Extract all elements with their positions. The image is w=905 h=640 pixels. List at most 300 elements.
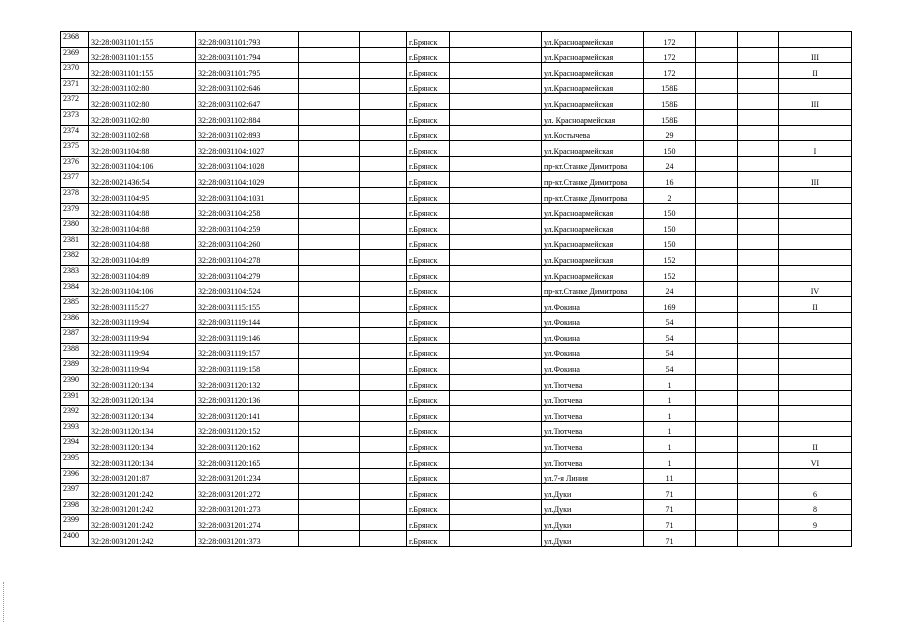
object-cadastral-number: 32:28:0031119:157: [196, 343, 299, 359]
city-cell: г.Брянск: [407, 219, 450, 235]
premises-number-cell: [779, 468, 852, 484]
object-cadastral-number: 32:28:0031101:794: [196, 47, 299, 63]
row-number: 2384: [61, 281, 89, 297]
empty-cell: [360, 297, 407, 313]
row-number: 2392: [61, 406, 89, 422]
empty-cell: [299, 63, 360, 79]
empty-cell: [738, 234, 779, 250]
house-number-cell: 54: [644, 312, 696, 328]
empty-cell: [360, 499, 407, 515]
empty-cell: [360, 141, 407, 157]
empty-cell: [738, 437, 779, 453]
empty-cell: [299, 359, 360, 375]
city-cell: г.Брянск: [407, 172, 450, 188]
empty-cell: [450, 265, 542, 281]
empty-cell: [450, 453, 542, 469]
empty-cell: [738, 219, 779, 235]
table-row: [61, 453, 852, 469]
house-number-cell: 172: [644, 63, 696, 79]
row-number: 2389: [61, 359, 89, 375]
empty-cell: [450, 187, 542, 203]
parcel-cadastral-number: 32:28:0031104:88: [89, 203, 196, 219]
house-number-cell: 16: [644, 172, 696, 188]
parcel-cadastral-number: 32:28:0031104:95: [89, 187, 196, 203]
empty-cell: [299, 328, 360, 344]
object-cadastral-number: 32:28:0031201:272: [196, 484, 299, 500]
object-cadastral-number: 32:28:0031120:132: [196, 375, 299, 391]
parcel-cadastral-number: 32:28:0031104:89: [89, 265, 196, 281]
premises-number-cell: [779, 328, 852, 344]
object-cadastral-number: 32:28:0031104:258: [196, 203, 299, 219]
empty-cell: [360, 32, 407, 48]
house-number-cell: 150: [644, 219, 696, 235]
parcel-cadastral-number: 32:28:0021436:54: [89, 172, 196, 188]
city-cell: г.Брянск: [407, 297, 450, 313]
empty-cell: [696, 312, 738, 328]
empty-cell: [696, 265, 738, 281]
premises-number-cell: II: [779, 63, 852, 79]
empty-cell: [696, 187, 738, 203]
row-number: 2376: [61, 156, 89, 172]
parcel-cadastral-number: 32:28:0031120:134: [89, 437, 196, 453]
empty-cell: [299, 437, 360, 453]
empty-cell: [450, 499, 542, 515]
object-cadastral-number: 32:28:0031104:259: [196, 219, 299, 235]
city-cell: г.Брянск: [407, 78, 450, 94]
street-cell: ул.Красноармейская: [542, 78, 644, 94]
empty-cell: [299, 47, 360, 63]
empty-cell: [450, 531, 542, 547]
city-cell: г.Брянск: [407, 94, 450, 110]
empty-cell: [696, 531, 738, 547]
parcel-cadastral-number: 32:28:0031120:134: [89, 375, 196, 391]
table-row: [61, 281, 852, 297]
street-cell: ул.Красноармейская: [542, 250, 644, 266]
street-cell: ул.Красноармейская: [542, 32, 644, 48]
row-number: 2368: [61, 32, 89, 48]
empty-cell: [450, 219, 542, 235]
empty-cell: [738, 328, 779, 344]
empty-cell: [696, 484, 738, 500]
empty-cell: [450, 47, 542, 63]
empty-cell: [450, 141, 542, 157]
object-cadastral-number: 32:28:0031201:274: [196, 515, 299, 531]
city-cell: г.Брянск: [407, 156, 450, 172]
empty-cell: [299, 94, 360, 110]
empty-cell: [360, 203, 407, 219]
empty-cell: [738, 406, 779, 422]
empty-cell: [360, 172, 407, 188]
empty-cell: [450, 328, 542, 344]
city-cell: г.Брянск: [407, 484, 450, 500]
city-cell: г.Брянск: [407, 187, 450, 203]
object-cadastral-number: 32:28:0031101:795: [196, 63, 299, 79]
house-number-cell: 1: [644, 421, 696, 437]
city-cell: г.Брянск: [407, 328, 450, 344]
empty-cell: [299, 203, 360, 219]
premises-number-cell: [779, 312, 852, 328]
object-cadastral-number: 32:28:0031201:373: [196, 531, 299, 547]
street-cell: пр-кт.Станке Димитрова: [542, 187, 644, 203]
row-number: 2375: [61, 141, 89, 157]
parcel-cadastral-number: 32:28:0031120:134: [89, 421, 196, 437]
empty-cell: [450, 156, 542, 172]
table-row: [61, 312, 852, 328]
empty-cell: [299, 141, 360, 157]
row-number: 2374: [61, 125, 89, 141]
house-number-cell: 152: [644, 250, 696, 266]
premises-number-cell: 9: [779, 515, 852, 531]
table-row: [61, 203, 852, 219]
empty-cell: [299, 390, 360, 406]
empty-cell: [360, 47, 407, 63]
row-number: 2398: [61, 499, 89, 515]
row-number: 2395: [61, 453, 89, 469]
empty-cell: [299, 234, 360, 250]
premises-number-cell: III: [779, 172, 852, 188]
parcel-cadastral-number: 32:28:0031104:88: [89, 219, 196, 235]
street-cell: ул.Фокина: [542, 328, 644, 344]
premises-number-cell: [779, 187, 852, 203]
empty-cell: [299, 78, 360, 94]
table-row: [61, 359, 852, 375]
street-cell: ул.Красноармейская: [542, 47, 644, 63]
empty-cell: [450, 515, 542, 531]
empty-cell: [299, 484, 360, 500]
city-cell: г.Брянск: [407, 281, 450, 297]
table-row: [61, 484, 852, 500]
street-cell: ул.Тютчева: [542, 406, 644, 422]
empty-cell: [360, 187, 407, 203]
object-cadastral-number: 32:28:0031119:146: [196, 328, 299, 344]
empty-cell: [450, 390, 542, 406]
empty-cell: [696, 406, 738, 422]
empty-cell: [450, 94, 542, 110]
row-number: 2386: [61, 312, 89, 328]
empty-cell: [696, 125, 738, 141]
parcel-cadastral-number: 32:28:0031201:242: [89, 499, 196, 515]
parcel-cadastral-number: 32:28:0031201:242: [89, 484, 196, 500]
row-number: 2377: [61, 172, 89, 188]
object-cadastral-number: 32:28:0031201:273: [196, 499, 299, 515]
empty-cell: [299, 453, 360, 469]
empty-cell: [738, 250, 779, 266]
object-cadastral-number: 32:28:0031101:793: [196, 32, 299, 48]
empty-cell: [299, 468, 360, 484]
street-cell: ул.Красноармейская: [542, 141, 644, 157]
row-number: 2390: [61, 375, 89, 391]
empty-cell: [696, 47, 738, 63]
house-number-cell: 71: [644, 531, 696, 547]
house-number-cell: 71: [644, 515, 696, 531]
parcel-cadastral-number: 32:28:0031101:155: [89, 47, 196, 63]
city-cell: г.Брянск: [407, 468, 450, 484]
empty-cell: [696, 156, 738, 172]
empty-cell: [738, 390, 779, 406]
city-cell: г.Брянск: [407, 125, 450, 141]
row-number: 2391: [61, 390, 89, 406]
empty-cell: [299, 297, 360, 313]
parcel-cadastral-number: 32:28:0031104:106: [89, 281, 196, 297]
house-number-cell: 158Б: [644, 94, 696, 110]
empty-cell: [738, 375, 779, 391]
premises-number-cell: [779, 156, 852, 172]
row-number: 2372: [61, 94, 89, 110]
empty-cell: [360, 531, 407, 547]
house-number-cell: 150: [644, 203, 696, 219]
empty-cell: [299, 187, 360, 203]
empty-cell: [696, 203, 738, 219]
registry-body: [61, 32, 852, 547]
empty-cell: [696, 109, 738, 125]
premises-number-cell: [779, 359, 852, 375]
object-cadastral-number: 32:28:0031102:884: [196, 109, 299, 125]
object-cadastral-number: 32:28:0031201:234: [196, 468, 299, 484]
table-row: [61, 109, 852, 125]
empty-cell: [450, 468, 542, 484]
street-cell: ул.Дуки: [542, 515, 644, 531]
empty-cell: [696, 94, 738, 110]
object-cadastral-number: 32:28:0031104:1029: [196, 172, 299, 188]
table-row: [61, 328, 852, 344]
street-cell: ул.Дуки: [542, 484, 644, 500]
row-number: 2370: [61, 63, 89, 79]
empty-cell: [299, 156, 360, 172]
empty-cell: [738, 94, 779, 110]
city-cell: г.Брянск: [407, 203, 450, 219]
city-cell: г.Брянск: [407, 47, 450, 63]
city-cell: г.Брянск: [407, 141, 450, 157]
empty-cell: [696, 359, 738, 375]
house-number-cell: 54: [644, 359, 696, 375]
parcel-cadastral-number: 32:28:0031104:106: [89, 156, 196, 172]
object-cadastral-number: 32:28:0031119:144: [196, 312, 299, 328]
empty-cell: [696, 219, 738, 235]
empty-cell: [450, 281, 542, 297]
empty-cell: [696, 281, 738, 297]
row-number: 2393: [61, 421, 89, 437]
empty-cell: [738, 32, 779, 48]
street-cell: ул.Тютчева: [542, 421, 644, 437]
premises-number-cell: I: [779, 141, 852, 157]
empty-cell: [738, 265, 779, 281]
empty-cell: [360, 406, 407, 422]
empty-cell: [360, 109, 407, 125]
house-number-cell: 1: [644, 453, 696, 469]
empty-cell: [450, 421, 542, 437]
parcel-cadastral-number: 32:28:0031102:80: [89, 109, 196, 125]
empty-cell: [696, 32, 738, 48]
premises-number-cell: [779, 250, 852, 266]
empty-cell: [738, 203, 779, 219]
empty-cell: [299, 265, 360, 281]
parcel-cadastral-number: 32:28:0031119:94: [89, 312, 196, 328]
empty-cell: [450, 484, 542, 500]
empty-cell: [360, 265, 407, 281]
empty-cell: [696, 234, 738, 250]
empty-cell: [696, 499, 738, 515]
empty-cell: [696, 63, 738, 79]
object-cadastral-number: 32:28:0031120:152: [196, 421, 299, 437]
street-cell: ул.Красноармейская: [542, 219, 644, 235]
street-cell: ул.Тютчева: [542, 453, 644, 469]
empty-cell: [738, 109, 779, 125]
parcel-cadastral-number: 32:28:0031201:242: [89, 515, 196, 531]
house-number-cell: 2: [644, 187, 696, 203]
empty-cell: [696, 297, 738, 313]
empty-cell: [360, 375, 407, 391]
empty-cell: [696, 515, 738, 531]
premises-number-cell: [779, 203, 852, 219]
empty-cell: [360, 312, 407, 328]
empty-cell: [738, 281, 779, 297]
premises-number-cell: 6: [779, 484, 852, 500]
premises-number-cell: [779, 78, 852, 94]
table-row: [61, 390, 852, 406]
house-number-cell: 54: [644, 328, 696, 344]
table-row: [61, 32, 852, 48]
empty-cell: [360, 390, 407, 406]
empty-cell: [450, 250, 542, 266]
parcel-cadastral-number: 32:28:0031104:88: [89, 141, 196, 157]
house-number-cell: 24: [644, 281, 696, 297]
street-cell: ул.Тютчева: [542, 375, 644, 391]
object-cadastral-number: 32:28:0031120:165: [196, 453, 299, 469]
table-row: [61, 265, 852, 281]
city-cell: г.Брянск: [407, 265, 450, 281]
house-number-cell: 1: [644, 390, 696, 406]
empty-cell: [299, 281, 360, 297]
empty-cell: [360, 421, 407, 437]
empty-cell: [450, 32, 542, 48]
row-number: 2369: [61, 47, 89, 63]
house-number-cell: 158Б: [644, 109, 696, 125]
empty-cell: [360, 234, 407, 250]
empty-cell: [450, 172, 542, 188]
city-cell: г.Брянск: [407, 453, 450, 469]
empty-cell: [450, 359, 542, 375]
parcel-cadastral-number: 32:28:0031102:80: [89, 78, 196, 94]
table-row: [61, 531, 852, 547]
table-row: [61, 47, 852, 63]
empty-cell: [738, 47, 779, 63]
street-cell: ул.Тютчева: [542, 390, 644, 406]
empty-cell: [450, 234, 542, 250]
street-cell: ул.Тютчева: [542, 437, 644, 453]
table-row: [61, 421, 852, 437]
row-number: 2394: [61, 437, 89, 453]
street-cell: пр-кт.Станке Димитрова: [542, 172, 644, 188]
empty-cell: [738, 531, 779, 547]
table-row: [61, 172, 852, 188]
object-cadastral-number: 32:28:0031120:162: [196, 437, 299, 453]
street-cell: ул.Красноармейская: [542, 234, 644, 250]
empty-cell: [696, 343, 738, 359]
empty-cell: [299, 531, 360, 547]
empty-cell: [450, 297, 542, 313]
object-cadastral-number: 32:28:0031119:158: [196, 359, 299, 375]
city-cell: г.Брянск: [407, 390, 450, 406]
street-cell: ул.Дуки: [542, 499, 644, 515]
empty-cell: [738, 172, 779, 188]
house-number-cell: 71: [644, 484, 696, 500]
object-cadastral-number: 32:28:0031104:1031: [196, 187, 299, 203]
empty-cell: [738, 499, 779, 515]
property-registry-table: [60, 31, 852, 547]
premises-number-cell: VI: [779, 453, 852, 469]
city-cell: г.Брянск: [407, 531, 450, 547]
row-number: 2387: [61, 328, 89, 344]
empty-cell: [696, 468, 738, 484]
premises-number-cell: II: [779, 297, 852, 313]
table-row: [61, 141, 852, 157]
empty-cell: [450, 63, 542, 79]
object-cadastral-number: 32:28:0031104:1027: [196, 141, 299, 157]
empty-cell: [738, 141, 779, 157]
object-cadastral-number: 32:28:0031104:1028: [196, 156, 299, 172]
empty-cell: [738, 468, 779, 484]
premises-number-cell: IV: [779, 281, 852, 297]
premises-number-cell: 8: [779, 499, 852, 515]
empty-cell: [450, 109, 542, 125]
empty-cell: [738, 297, 779, 313]
empty-cell: [299, 375, 360, 391]
object-cadastral-number: 32:28:0031104:279: [196, 265, 299, 281]
city-cell: г.Брянск: [407, 375, 450, 391]
table-row: [61, 468, 852, 484]
parcel-cadastral-number: 32:28:0031119:94: [89, 343, 196, 359]
object-cadastral-number: 32:28:0031120:141: [196, 406, 299, 422]
table-row: [61, 219, 852, 235]
empty-cell: [450, 312, 542, 328]
house-number-cell: 29: [644, 125, 696, 141]
street-cell: ул.Фокина: [542, 343, 644, 359]
row-number: 2385: [61, 297, 89, 313]
table-row: [61, 234, 852, 250]
empty-cell: [450, 406, 542, 422]
house-number-cell: 1: [644, 437, 696, 453]
empty-cell: [299, 312, 360, 328]
empty-cell: [360, 125, 407, 141]
premises-number-cell: [779, 219, 852, 235]
row-number: 2378: [61, 187, 89, 203]
empty-cell: [696, 172, 738, 188]
empty-cell: [360, 468, 407, 484]
row-number: 2383: [61, 265, 89, 281]
empty-cell: [360, 437, 407, 453]
city-cell: г.Брянск: [407, 63, 450, 79]
empty-cell: [450, 437, 542, 453]
premises-number-cell: [779, 375, 852, 391]
empty-cell: [696, 250, 738, 266]
street-cell: пр-кт.Станке Димитрова: [542, 156, 644, 172]
parcel-cadastral-number: 32:28:0031102:80: [89, 94, 196, 110]
parcel-cadastral-number: 32:28:0031104:89: [89, 250, 196, 266]
table-row: [61, 375, 852, 391]
empty-cell: [450, 203, 542, 219]
house-number-cell: 172: [644, 32, 696, 48]
object-cadastral-number: 32:28:0031104:260: [196, 234, 299, 250]
empty-cell: [360, 328, 407, 344]
empty-cell: [696, 437, 738, 453]
empty-cell: [738, 343, 779, 359]
street-cell: ул.Костычева: [542, 125, 644, 141]
empty-cell: [299, 515, 360, 531]
empty-cell: [696, 453, 738, 469]
parcel-cadastral-number: 32:28:0031115:27: [89, 297, 196, 313]
row-number: 2380: [61, 219, 89, 235]
premises-number-cell: III: [779, 94, 852, 110]
